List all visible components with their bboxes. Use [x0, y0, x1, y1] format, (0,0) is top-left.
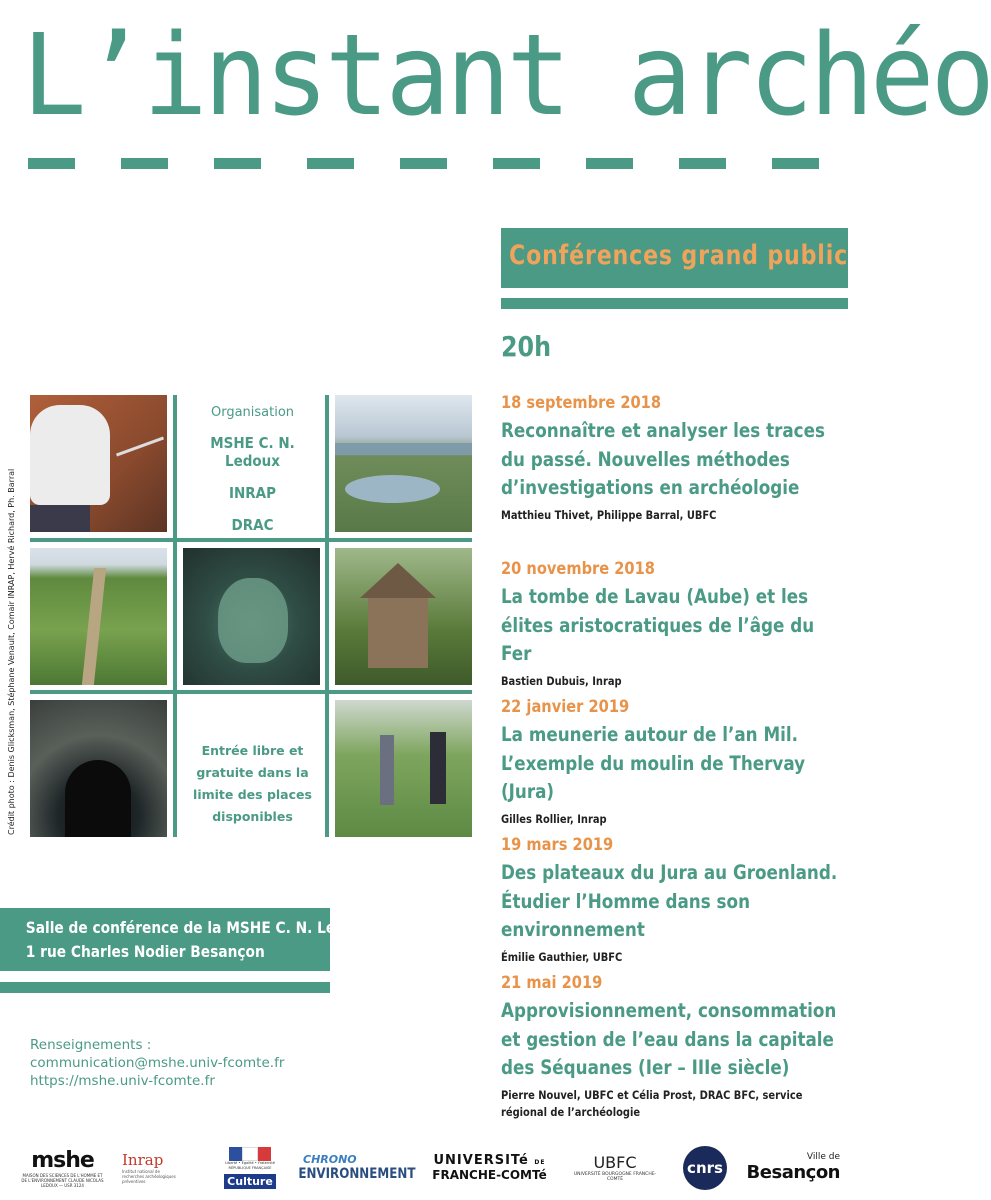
- photo-bronze-artifact: [183, 548, 320, 685]
- organisation-item: MSHE C. N. Ledoux: [210, 434, 295, 470]
- title-dash: [307, 158, 354, 169]
- organisation-item: DRAC: [231, 516, 274, 534]
- conference-item: [501, 697, 841, 828]
- photo-excavation-worker: [30, 395, 167, 532]
- photo-stone-arch: [30, 700, 167, 837]
- title-dash: [400, 158, 447, 169]
- conference-speakers: Gilles Rollier, Inrap: [501, 811, 607, 826]
- photo-credit: Crédit photo : Denis Glicksman, Stéphane Venault, Comair INRAP, Hervé Richard, Ph. Barral: [7, 468, 16, 835]
- venue-underline: [0, 982, 330, 993]
- subtitle: Conférences grand public: [509, 240, 849, 271]
- contact-label: Renseignements :: [30, 1037, 152, 1053]
- title-dash: [121, 158, 168, 169]
- venue-line-1: Salle de conférence de la MSHE C. N. Ledoux: [25, 918, 374, 937]
- conference-speakers: Pierre Nouvel, UBFC et Célia Prost, DRAC BFC, service régional de l’archéologie: [501, 1087, 803, 1119]
- logo-ville-besancon: Ville de Besançon: [746, 1152, 840, 1183]
- entry-info: Entrée libre et gratuite dans la limite des places disponibles: [193, 743, 312, 824]
- title-dash: [679, 158, 726, 169]
- title-dash: [214, 158, 261, 169]
- contact-email[interactable]: communication@mshe.univ-fcomte.fr: [30, 1055, 285, 1071]
- conference-date: 22 janvier 2019: [501, 697, 630, 717]
- photo-landscape-lake: [335, 395, 472, 532]
- logo-cnrs: cnrs: [682, 1140, 728, 1195]
- grid-line: [30, 538, 472, 542]
- organisation-block: [180, 395, 325, 534]
- conference-speakers: Émilie Gauthier, UBFC: [501, 949, 623, 964]
- contact-block: [30, 1036, 284, 1090]
- conference-title: Reconnaître et analyser les traces du passé. Nouvelles méthodes d’investigations en archéologie: [501, 419, 825, 499]
- photo-wooden-mill: [335, 548, 472, 685]
- event-time: 20h: [501, 330, 552, 363]
- conference-title: La meunerie autour de l’an Mil. L’exemple du moulin de Thervay (Jura): [501, 723, 806, 803]
- organisation-item: INRAP: [228, 484, 277, 502]
- photo-aerial-field: [30, 548, 167, 685]
- subtitle-banner: [501, 228, 848, 288]
- venue-banner: [0, 908, 374, 971]
- conference-date: 21 mai 2019: [501, 973, 603, 993]
- conference-speakers: Matthieu Thivet, Philippe Barral, UBFC: [501, 507, 717, 522]
- grid-line: [30, 690, 472, 694]
- title-dash: [28, 158, 75, 169]
- conference-title: Des plateaux du Jura au Groenland. Étudier l’Homme dans son environnement: [501, 861, 838, 941]
- title-dash: [493, 158, 540, 169]
- conference-speakers: Bastien Dubuis, Inrap: [501, 673, 622, 688]
- conference-item: [501, 393, 841, 524]
- subtitle-underline: [501, 298, 848, 309]
- logo-ubfc: UBFC UNIVERSITÉ BOURGOGNE FRANCHE-COMTÉ: [573, 1153, 657, 1182]
- conference-title: Approvisionnement, consommation et gestion de l’eau dans la capitale des Séquanes (Ier – IIIe siècle): [501, 999, 837, 1079]
- conference-date: 20 novembre 2018: [501, 559, 655, 579]
- conference-date: 19 mars 2019: [501, 835, 614, 855]
- logo-chrono-environnement: CHRONO ENVIRONNEMENT: [298, 1153, 416, 1182]
- organisation-label: Organisation: [210, 405, 295, 420]
- logo-inrap: Inrap Institut national de recherches archéologiques préventives: [122, 1151, 176, 1184]
- grid-line: [173, 395, 177, 837]
- conference-item: [501, 835, 841, 966]
- title-dash: [772, 158, 819, 169]
- contact-url[interactable]: https://mshe.univ-fcomte.fr: [30, 1073, 215, 1089]
- logo-mshe: mshe MAISON DES SCIENCES DE L'HOMME ET DE L'ENVIRONNEMENT CLAUDE NICOLAS LEDOUX — USR 3124: [21, 1147, 104, 1188]
- page-title: L’instant archéo: [22, 11, 991, 141]
- logo-universite-franche-comte: UNIVERSITé DE FRANCHE-COMTé: [432, 1153, 547, 1182]
- grid-line: [325, 395, 329, 837]
- venue-line-2: 1 rue Charles Nodier Besançon: [25, 942, 265, 961]
- title-dash: [586, 158, 633, 169]
- conference-date: 18 septembre 2018: [501, 393, 662, 413]
- photo-researchers-field: [335, 700, 472, 837]
- conference-title: La tombe de Lavau (Aube) et les élites aristocratiques de l’âge du Fer: [501, 585, 815, 665]
- conference-item: [501, 559, 841, 690]
- logo-culture: Liberté • Égalité • Fraternité RÉPUBLIQUE FRANÇAISE Culture: [225, 1140, 275, 1195]
- conference-item: [501, 973, 841, 1121]
